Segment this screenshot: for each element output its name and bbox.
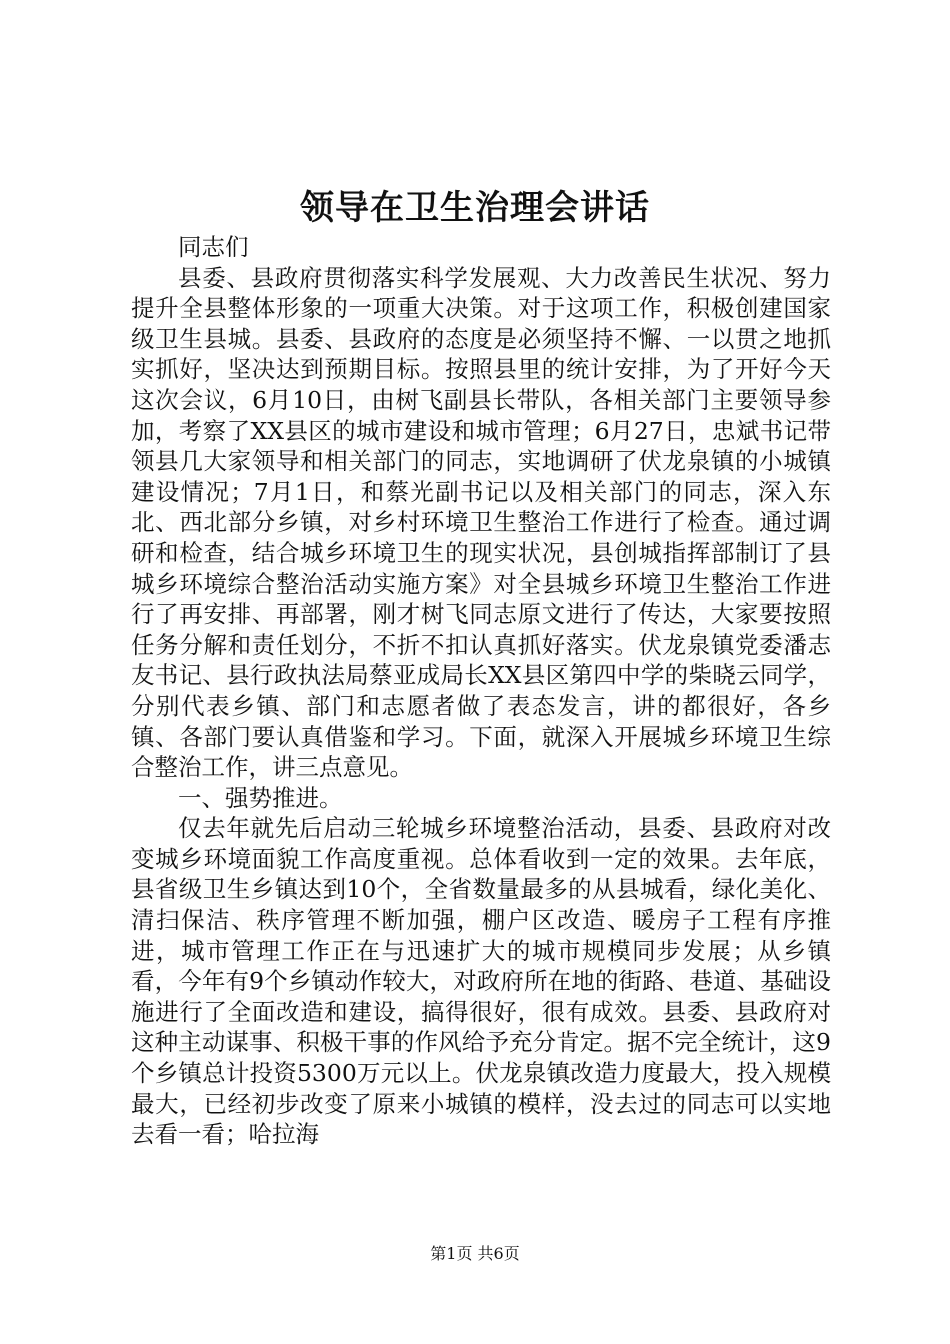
document-title: 领导在卫生治理会讲话 — [300, 188, 650, 228]
body-paragraph: 仅去年就先后启动三轮城乡环境整治活动，县委、县政府对改变城乡环境面貌工作高度重视。总体看收到一定的效果。去年底，县省级卫生乡镇达到10个，全省数量最多的从县城看，绿化美化、清扫保洁、秩序管理不断加强，棚户区改造、暖房子工程有序推进，城市管理工作正在与迅速扩大的城市规模同步发展；从乡镇看，今年有9个乡镇动作较大，对政府所在地的街路、巷道、基础设施进行了全面改造和建设，搞得很好，很有成效。县委、县政府对这种主动谋事、积极干事的作风给予充分肯定。据不完全统计，这9个乡镇总计投资5300万元以上。伏龙泉镇改造力度最大，投入规模最大，已经初步改变了原来小城镇的模样，没去过的同志可以实地去看一看；哈拉海 — [131, 814, 831, 1149]
salutation: 同志们 — [178, 233, 249, 261]
section-heading: 一、强势推进。 — [178, 783, 343, 812]
page-footer: 第1页 共6页 — [430, 1244, 520, 1263]
document-body — [131, 232, 831, 1150]
body-paragraph: 县委、县政府贯彻落实科学发展观、大力改善民生状况、努力提升全县整体形象的一项重大决策。对于这项工作，积极创建国家级卫生县城。县委、县政府的态度是必须坚持不懈、一以贯之地抓实抓好，坚决达到预期目标。按照县里的统计安排，为了开好今天这次会议，6月10日，由树飞副县长带队，各相关部门主要领导参加，考察了XX县区的城市建设和城市管理；6月27日，忠斌书记带领县几大家领导和相关部门的同志，实地调研了伏龙泉镇的小城镇建设情况；7月1日，和蔡光副书记以及相关部门的同志，深入东北、西北部分乡镇，对乡村环境卫生整治工作进行了检查。通过调研和检查，结合城乡环境卫生的现实状况，县创城指挥部制订了县城乡环境综合整治活动实施方案》对全县城乡环境卫生整治工作进行了再安排、再部署，刚才树飞同志原文进行了传达，大家要按照任务分解和责任划分，不折不扣认真抓好落实。伏龙泉镇党委潘志友书记、县行政执法局蔡亚成局长XX县区第四中学的柴晓云同学，分别代表乡镇、部门和志愿者做了表态发言，讲的都很好，各乡镇、各部门要认真借鉴和学习。下面，就深入开展城乡环境卫生综合整治工作，讲三点意见。 — [131, 263, 831, 782]
